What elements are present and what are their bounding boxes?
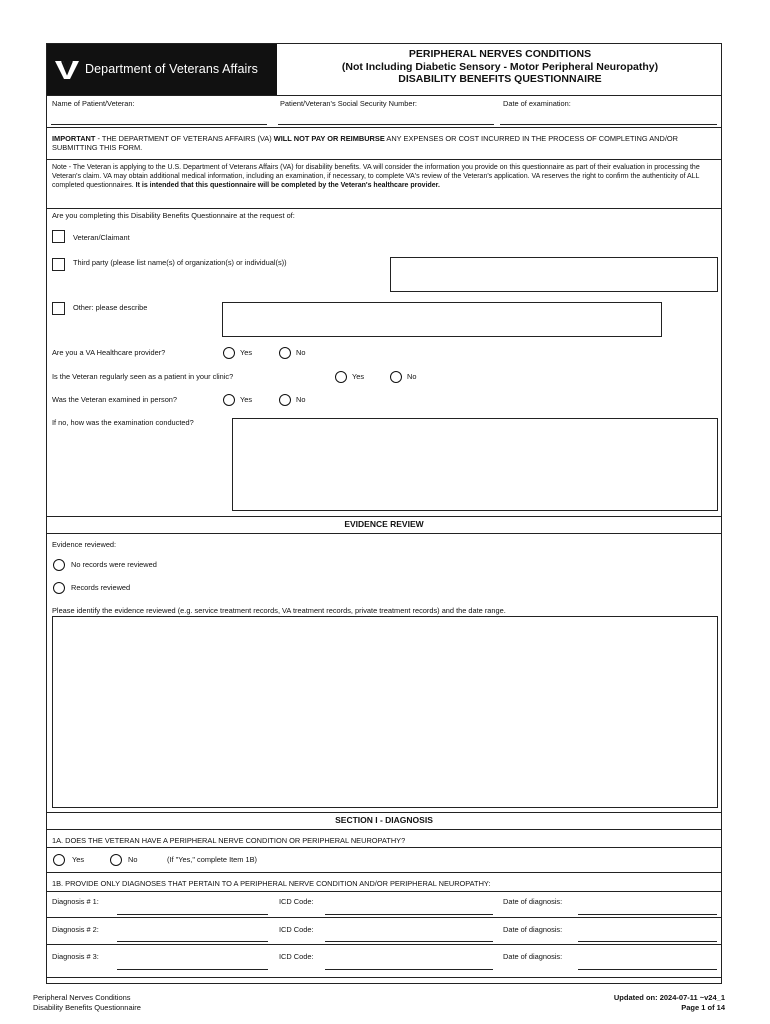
form-title: [277, 48, 723, 86]
va-provider-yes-radio[interactable]: [223, 347, 235, 359]
divider: [47, 872, 721, 873]
divider: [47, 891, 721, 892]
in-person-no-label: No: [296, 395, 306, 404]
ssn-field[interactable]: [278, 124, 494, 125]
veteran-claimant-checkbox[interactable]: [52, 230, 65, 243]
patient-name-label: Name of Patient/Veteran:: [52, 99, 135, 108]
diagnosis-2-field[interactable]: [117, 941, 268, 942]
q1b-text: 1B. PROVIDE ONLY DIAGNOSES THAT PERTAIN TO A PERIPHERAL NERVE CONDITION AND/OR PERIPHERAL NEUROPATHY:: [52, 879, 491, 888]
patient-name-field[interactable]: [51, 124, 267, 125]
section-1-heading: SECTION I - DIAGNOSIS: [335, 815, 433, 825]
seen-clinic-yes-radio[interactable]: [335, 371, 347, 383]
seen-clinic-no-radio[interactable]: [390, 371, 402, 383]
diagnosis-2-label: Diagnosis # 2:: [52, 925, 99, 934]
third-party-checkbox[interactable]: [52, 258, 65, 271]
diagnosis-1-field[interactable]: [117, 914, 268, 915]
third-party-input[interactable]: [390, 257, 718, 292]
va-provider-no-radio[interactable]: [279, 347, 291, 359]
footer-updated: Updated on: 2024-07-11 ~v24_1: [613, 993, 725, 1002]
no-records-radio[interactable]: [53, 559, 65, 571]
how-conducted-question: If no, how was the examination conducted?: [52, 418, 194, 427]
date-2-field[interactable]: [578, 941, 717, 942]
dbq-form: [46, 43, 722, 984]
q1a-text: 1A. DOES THE VETERAN HAVE A PERIPHERAL NERVE CONDITION OR PERIPHERAL NEUROPATHY?: [52, 836, 406, 845]
divider: [47, 208, 721, 209]
diagnosis-3-field[interactable]: [117, 969, 268, 970]
q1a-yes-radio[interactable]: [53, 854, 65, 866]
divider: [47, 516, 721, 517]
important-notice: [52, 134, 718, 152]
note-bold: It is intended that this questionnaire will be completed by the Veteran's healthcare provider.: [135, 182, 440, 189]
no-records-label: No records were reviewed: [71, 560, 157, 569]
in-person-yes-radio[interactable]: [223, 394, 235, 406]
divider: [47, 812, 721, 813]
in-person-yes-label: Yes: [240, 395, 253, 404]
seen-clinic-no-label: No: [407, 372, 417, 381]
records-reviewed-label: Records reviewed: [71, 583, 131, 592]
q1a-instruction: (If "Yes," complete Item 1B): [167, 855, 258, 864]
evidence-identify-prompt: Please identify the evidence reviewed (e.g. service treatment records, VA treatment records, private treatment records) and the date range.: [52, 606, 506, 615]
icd-3-field[interactable]: [325, 969, 493, 970]
seen-clinic-question: Is the Veteran regularly seen as a patient in your clinic?: [52, 372, 234, 381]
icd-3-label: ICD Code:: [279, 952, 314, 961]
icd-1-label: ICD Code:: [279, 897, 314, 906]
note-body: Note - The Veteran is applying to the U.S. Department of Veterans Affairs (VA) for disability benefits. VA will consider the information you provide on this questionnaire as part of their evaluation in processing the Veteran's claim. VA may obtain additional medical information, including an examination, if necessary, to complete VA's review of the Veteran's application. VA reserves the right to confirm the authenticity of ALL completed questionnaires.: [52, 164, 700, 189]
va-provider-no-label: No: [296, 348, 306, 357]
divider: [47, 127, 721, 128]
va-seal-icon: [53, 55, 81, 83]
important-text-1: - THE DEPARTMENT OF VETERANS AFFAIRS (VA): [95, 134, 274, 143]
evidence-review-heading: EVIDENCE REVIEW: [344, 519, 424, 529]
title-line-3: DISABILITY BENEFITS QUESTIONNAIRE: [398, 73, 602, 85]
title-line-2: (Not Including Diabetic Sensory - Motor Peripheral Neuropathy): [341, 60, 659, 73]
date-1-field[interactable]: [578, 914, 717, 915]
evidence-reviewed-label: Evidence reviewed:: [52, 540, 117, 549]
third-party-label: Third party (please list name(s) of organization(s) or individual(s)): [73, 258, 287, 267]
footer-form-type: Disability Benefits Questionnaire: [33, 1002, 141, 1012]
q1a-yes-label: Yes: [72, 855, 85, 864]
important-bold: WILL NOT PAY OR REIMBURSE: [273, 134, 385, 143]
divider: [47, 847, 721, 848]
request-question: Are you completing this Disability Benefits Questionnaire at the request of:: [52, 211, 295, 220]
va-header-logo-block: [47, 44, 277, 95]
important-lead: IMPORTANT: [52, 134, 96, 143]
in-person-question: Was the Veteran examined in person?: [52, 395, 178, 404]
va-provider-yes-label: Yes: [240, 348, 253, 357]
org-name: Department of Veterans Affairs: [85, 62, 259, 76]
divider: [47, 95, 721, 96]
icd-1-field[interactable]: [325, 914, 493, 915]
how-conducted-input[interactable]: [232, 418, 718, 511]
date-2-label: Date of diagnosis:: [503, 925, 563, 934]
footer-page-number: Page 1 of 14: [681, 1002, 725, 1012]
other-label: Other: please describe: [73, 303, 148, 312]
footer-left: [33, 993, 141, 1012]
divider: [47, 917, 721, 918]
veteran-claimant-label: Veteran/Claimant: [73, 233, 130, 242]
q1a-no-label: No: [128, 855, 138, 864]
date-3-field[interactable]: [578, 969, 717, 970]
other-describe-input[interactable]: [222, 302, 662, 337]
diagnosis-1-label: Diagnosis # 1:: [52, 897, 99, 906]
icd-2-field[interactable]: [325, 941, 493, 942]
diagnosis-3-label: Diagnosis # 3:: [52, 952, 99, 961]
footer-right: [614, 993, 725, 1012]
divider: [47, 159, 721, 160]
ssn-label: Patient/Veteran's Social Security Number:: [280, 99, 417, 108]
q1a-no-radio[interactable]: [110, 854, 122, 866]
divider: [47, 533, 721, 534]
date-3-label: Date of diagnosis:: [503, 952, 563, 961]
evidence-description-input[interactable]: [52, 616, 718, 808]
divider: [47, 944, 721, 945]
va-provider-question: Are you a VA Healthcare provider?: [52, 348, 166, 357]
in-person-no-radio[interactable]: [279, 394, 291, 406]
divider: [47, 829, 721, 830]
divider: [47, 977, 721, 978]
note-text: [52, 163, 718, 190]
important-text-2: ANY EXPENSES OR COST INCURRED IN THE PROCESS OF COMPLETING AND/OR SUBMITTING THIS FORM.: [52, 134, 678, 152]
seen-clinic-yes-label: Yes: [352, 372, 365, 381]
date-1-label: Date of diagnosis:: [503, 897, 563, 906]
records-reviewed-radio[interactable]: [53, 582, 65, 594]
icd-2-label: ICD Code:: [279, 925, 314, 934]
other-checkbox[interactable]: [52, 302, 65, 315]
footer-form-name: Peripheral Nerves Conditions: [33, 993, 131, 1002]
exam-date-label: Date of examination:: [503, 99, 571, 108]
exam-date-field[interactable]: [500, 124, 717, 125]
title-line-1: PERIPHERAL NERVES CONDITIONS: [408, 48, 592, 60]
